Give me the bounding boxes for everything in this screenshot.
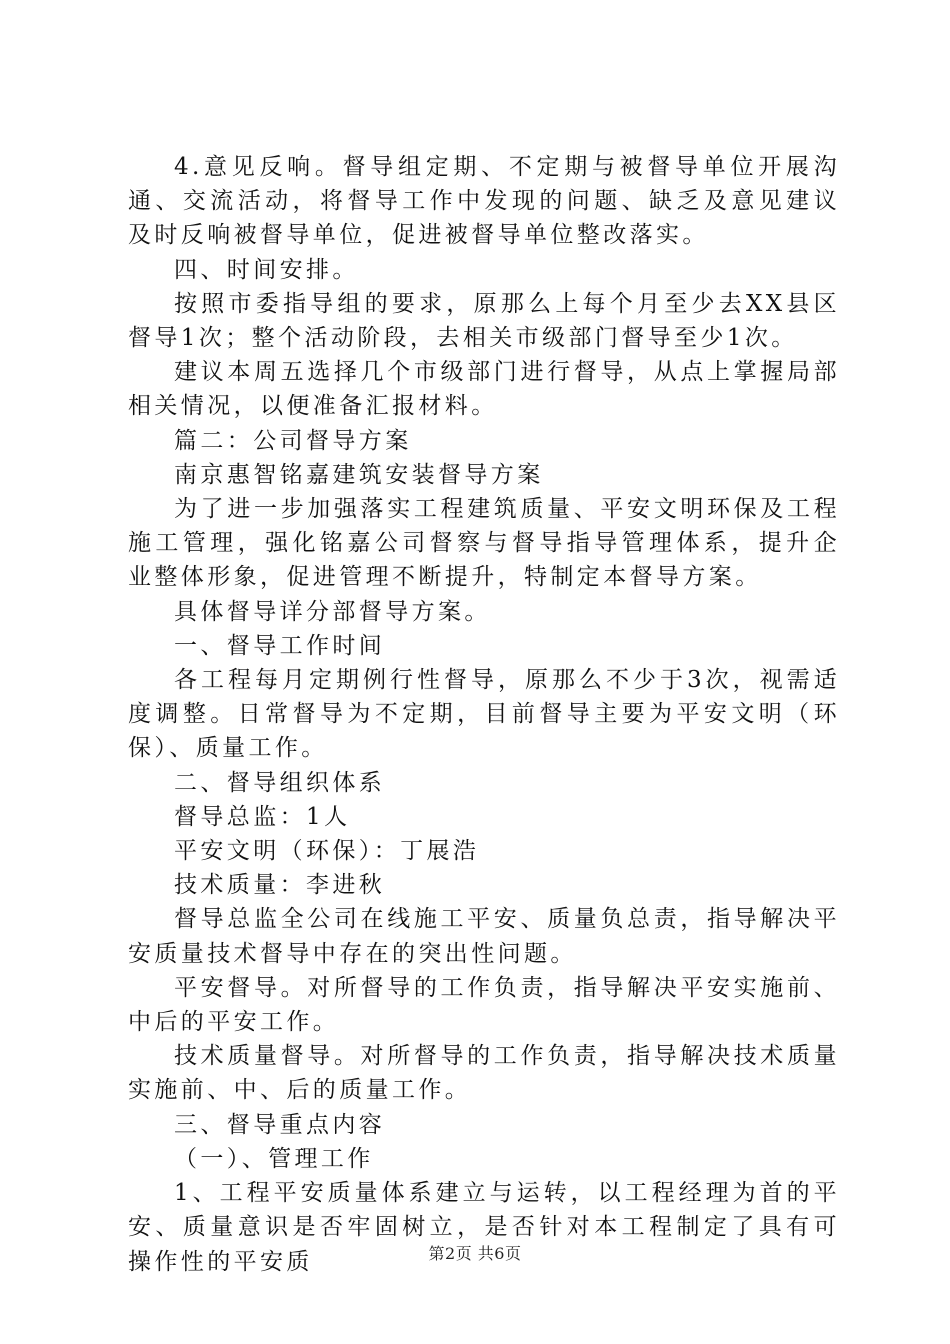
paragraph-feedback: 4.意见反响。督导组定期、不定期与被督导单位开展沟通、交流活动，将督导工作中发现的问题、缺乏及意见建议及时反响被督导单位，促进被督导单位整改落实。 (128, 154, 840, 249)
paragraph-work-time: 各工程每月定期例行性督导，原那么不少于3次，视需适度调整。日常督导为不定期，目前督导主要为平安文明（环保）、质量工作。 (128, 667, 840, 762)
heading-management: （一）、管理工作 (174, 1145, 374, 1172)
page-number-footer: 第2页 共6页 (428, 1244, 522, 1263)
paragraph-safety-duty: 平安督导。对所督导的工作负责，指导解决平安实施前、中后的平安工作。 (128, 974, 840, 1036)
heading-key-content: 三、督导重点内容 (174, 1111, 386, 1138)
heading-schedule: 四、时间安排。 (174, 256, 359, 283)
paragraph-schedule-requirement: 按照市委指导组的要求，原那么上每个月至少去XX县区督导1次；整个活动阶段，去相关市级部门督导至少1次。 (128, 290, 840, 352)
paragraph-director-duty: 督导总监全公司在线施工平安、质量负总责，指导解决平安质量技术督导中存在的突出性问题。 (128, 906, 840, 967)
heading-plan-title: 南京惠智铭嘉建筑安装督导方案 (174, 461, 544, 488)
paragraph-quality-duty: 技术质量督导。对所督导的工作负责，指导解决技术质量实施前、中、后的质量工作。 (128, 1043, 840, 1104)
heading-work-time: 一、督导工作时间 (174, 632, 386, 659)
paragraph-suggestion: 建议本周五选择几个市级部门进行督导，从点上掌握局部相关情况，以便准备汇报材料。 (128, 359, 840, 420)
list-item-safety: 平安文明（环保）：丁展浩 (174, 838, 480, 865)
document-body (128, 150, 840, 1279)
list-item-quality: 技术质量：李进秋 (174, 872, 386, 899)
paragraph-system: 1、工程平安质量体系建立与运转，以工程经理为首的平安、质量意识是否牢固树立，是否针对本工程制定了具有可操作性的平安质 (128, 1180, 840, 1275)
paragraph-purpose: 为了进一步加强落实工程建筑质量、平安文明环保及工程施工管理，强化铭嘉公司督察与督导指导管理体系，提升企业整体形象，促进管理不断提升，特制定本督导方案。 (128, 496, 840, 591)
heading-organization: 二、督导组织体系 (174, 769, 386, 796)
paragraph-details-note: 具体督导详分部督导方案。 (174, 598, 491, 625)
heading-part-two: 篇二：公司督导方案 (174, 427, 412, 454)
list-item-director: 督导总监：1人 (174, 803, 351, 830)
